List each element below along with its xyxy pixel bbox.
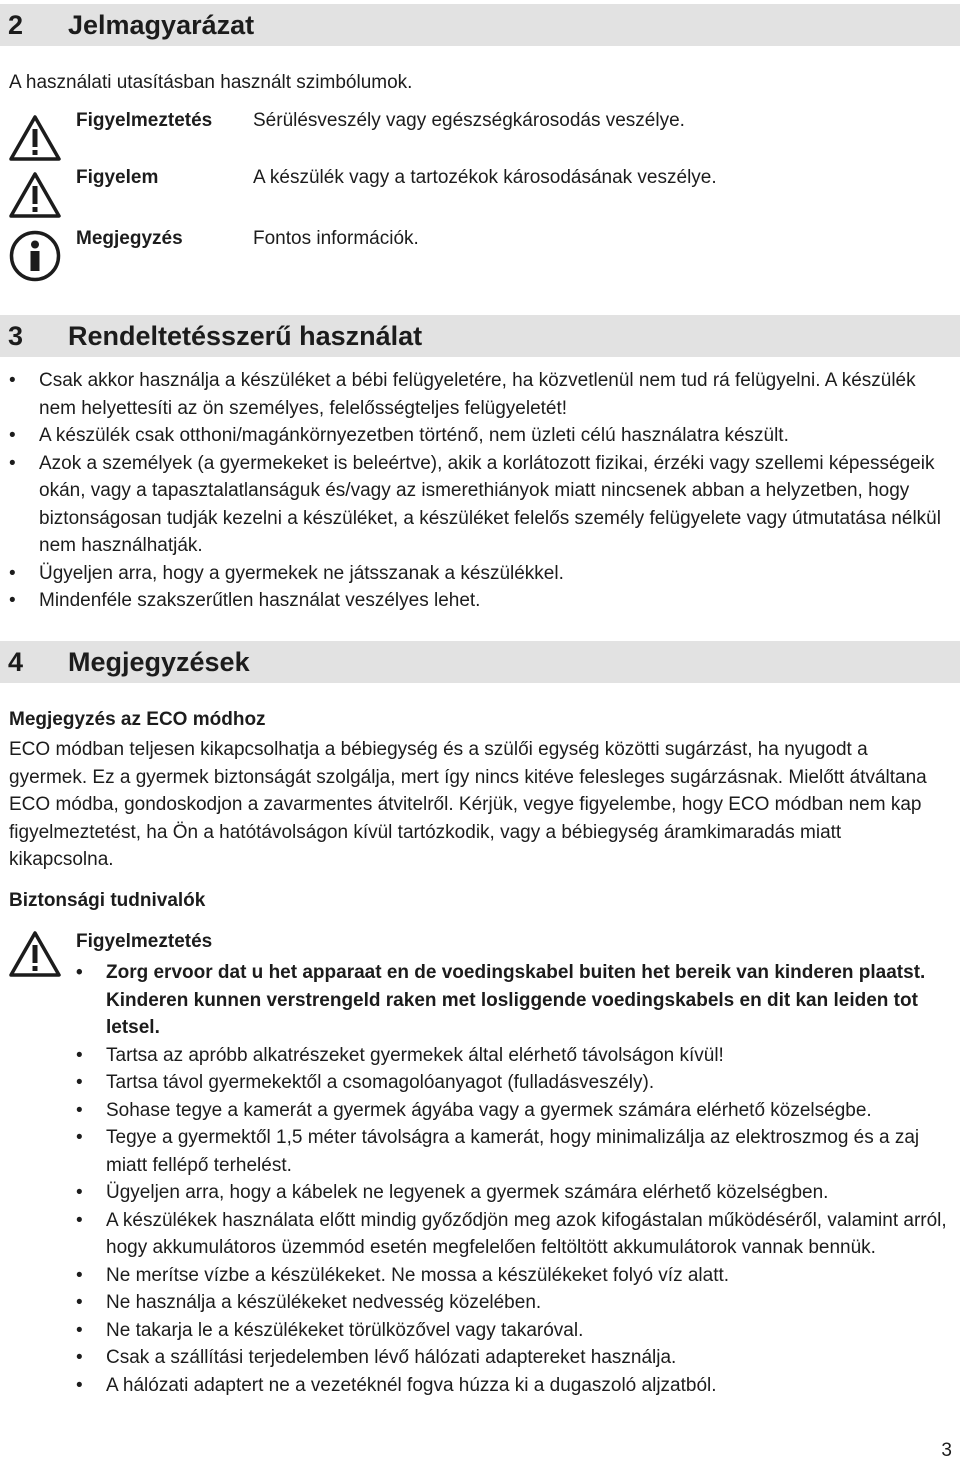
bullet: • — [76, 1292, 83, 1313]
section-title: Rendeltetésszerű használat — [68, 320, 423, 351]
bullet: • — [76, 1099, 83, 1121]
list-item: • Azok a személyek (a gyermekeket is beleértve), akik a korlátozott fizikai, érzéki vagy szellemi képességeik okán, vagy a tapasztalatlanságuk és/vagy az ismerethiányok miatt nincsenek abban a helyzetben, hogy biztonságosan tudják kezelni a készüléket, a készüléket felelős személy felügyelete vagy útmutatása nélkül nem használhatják. — [9, 450, 954, 560]
safety-list — [76, 959, 956, 1399]
list-item: • Csak akkor használja a készüléket a bébi felügyeletére, ha közvetlenül nem tud rá felügyelni. A készülék nem helyettesíti az ön személyes, felelősségteljes felügyeletét! — [9, 367, 954, 422]
bullet: • — [76, 1374, 83, 1396]
bullet: • — [76, 1347, 83, 1368]
symbol-description: Fontos információk. — [253, 228, 419, 249]
eco-mode-heading: Megjegyzés az ECO módhoz — [9, 709, 266, 730]
list-item: • Sohase tegye a kamerát a gyermek ágyába vagy a gyermek számára elérhető közelségbe. — [76, 1097, 956, 1125]
section-2-header — [0, 4, 960, 46]
caution-triangle-icon — [9, 169, 61, 221]
list-item: • Tartsa távol gyermekektől a csomagolóanyagot (fulladásveszély). — [76, 1069, 956, 1097]
section-number: 4 — [8, 646, 24, 677]
bullet: • — [9, 370, 16, 391]
section-number: 3 — [8, 320, 24, 351]
list-item: • A készülék csak otthoni/magánkörnyezetben történő, nem üzleti célú használatra készült. — [9, 422, 954, 450]
warning-triangle-icon — [9, 112, 61, 164]
eco-mode-text: ECO módban teljesen kikapcsolhatja a bébiegység és a szülői egység közötti sugárzást, ha nyugodt a gyermek. Ez a gyermek biztonságát szolgálja, mert így nincs kitéve felesleges sugárzásnak. Mielőtt átváltana ECO módba, gondoskodjon a zavarmentes átvitelről. Kérjük, vegye figyelembe, hogy ECO módban nem kap figyelmeztetést, ha Ön a hatótávolságon kívül tartózkodik, vagy a bébiegység áramkimaradás miatt kikapcsolna. — [9, 739, 927, 870]
bullet: • — [76, 962, 83, 983]
list-item: • A készülékek használata előtt mindig győződjön meg azok kifogástalan működéséről, valamint arról, hogy akkumulátoros üzemmód esetén megfelelően feltöltött akkumulátorok vannak bennük. — [76, 1207, 956, 1262]
symbol-description: Sérülésveszély vagy egészségkárosodás veszélye. — [253, 110, 685, 131]
warning-label: Figyelmeztetés — [76, 931, 213, 952]
list-item: • Ügyeljen arra, hogy a gyermekek ne játsszanak a készülékkel. — [9, 560, 954, 588]
symbol-name: Megjegyzés — [76, 228, 183, 249]
symbol-row-warning — [0, 110, 960, 166]
list-item: • Ne használja a készülékeket nedvesség közelében. — [76, 1289, 956, 1317]
list-item: • Tartsa az apróbb alkatrészeket gyermekek által elérhető távolságon kívül! — [76, 1042, 956, 1070]
list-item: • Ügyeljen arra, hogy a kábelek ne legyenek a gyermek számára elérhető közelségben. — [76, 1179, 956, 1207]
intended-use-list — [9, 367, 954, 615]
list-item: • Tegye a gyermektől 1,5 méter távolságra a kamerát, hogy minimalizálja az elektroszmog és a zaj miatt fellépő terhelést. — [76, 1124, 956, 1179]
symbol-name: Figyelem — [76, 167, 159, 188]
section-3-header — [0, 315, 960, 357]
symbol-description: A készülék vagy a tartozékok károsodásának veszélye. — [253, 167, 717, 188]
page-number: 3 — [941, 1440, 952, 1461]
section-number: 2 — [8, 9, 24, 40]
bullet: • — [9, 590, 16, 611]
list-item: • A hálózati adaptert ne a vezetéknél fogva húzza ki a dugaszoló aljzatból. — [76, 1372, 956, 1400]
symbol-row-note — [0, 228, 960, 284]
bullet: • — [76, 1127, 83, 1148]
bullet: • — [76, 1044, 83, 1066]
section-title: Jelmagyarázat — [68, 9, 255, 40]
section-4-header — [0, 641, 960, 683]
list-item: • Zorg ervoor dat u het apparaat en de voedingskabel buiten het bereik van kinderen plaatst. Kinderen kunnen verstrengeld raken met losliggende voedingskabels en dit kan leiden tot letsel. — [76, 959, 956, 1042]
symbols-intro: A használati utasításban használt szimbólumok. — [9, 72, 413, 93]
info-icon — [9, 230, 61, 282]
bullet: • — [76, 1072, 83, 1093]
section-title: Megjegyzések — [68, 646, 250, 677]
list-item: • Csak a szállítási terjedelemben lévő hálózati adaptereket használja. — [76, 1344, 956, 1372]
symbol-name: Figyelmeztetés — [76, 110, 213, 131]
symbol-row-caution — [0, 167, 960, 223]
bullet: • — [76, 1319, 83, 1341]
warning-triangle-icon — [9, 930, 61, 978]
safety-heading: Biztonsági tudnivalók — [9, 890, 206, 911]
list-item: • Mindenféle szakszerűtlen használat veszélyes lehet. — [9, 587, 954, 615]
bullet: • — [9, 562, 16, 584]
bullet: • — [76, 1182, 83, 1203]
bullet: • — [76, 1209, 83, 1231]
bullet: • — [9, 452, 16, 474]
bullet: • — [9, 425, 16, 446]
bullet: • — [76, 1264, 83, 1286]
list-item: • Ne takarja le a készülékeket törülközővel vagy takaróval. — [76, 1317, 956, 1345]
list-item: • Ne merítse vízbe a készülékeket. Ne mossa a készülékeket folyó víz alatt. — [76, 1262, 956, 1290]
